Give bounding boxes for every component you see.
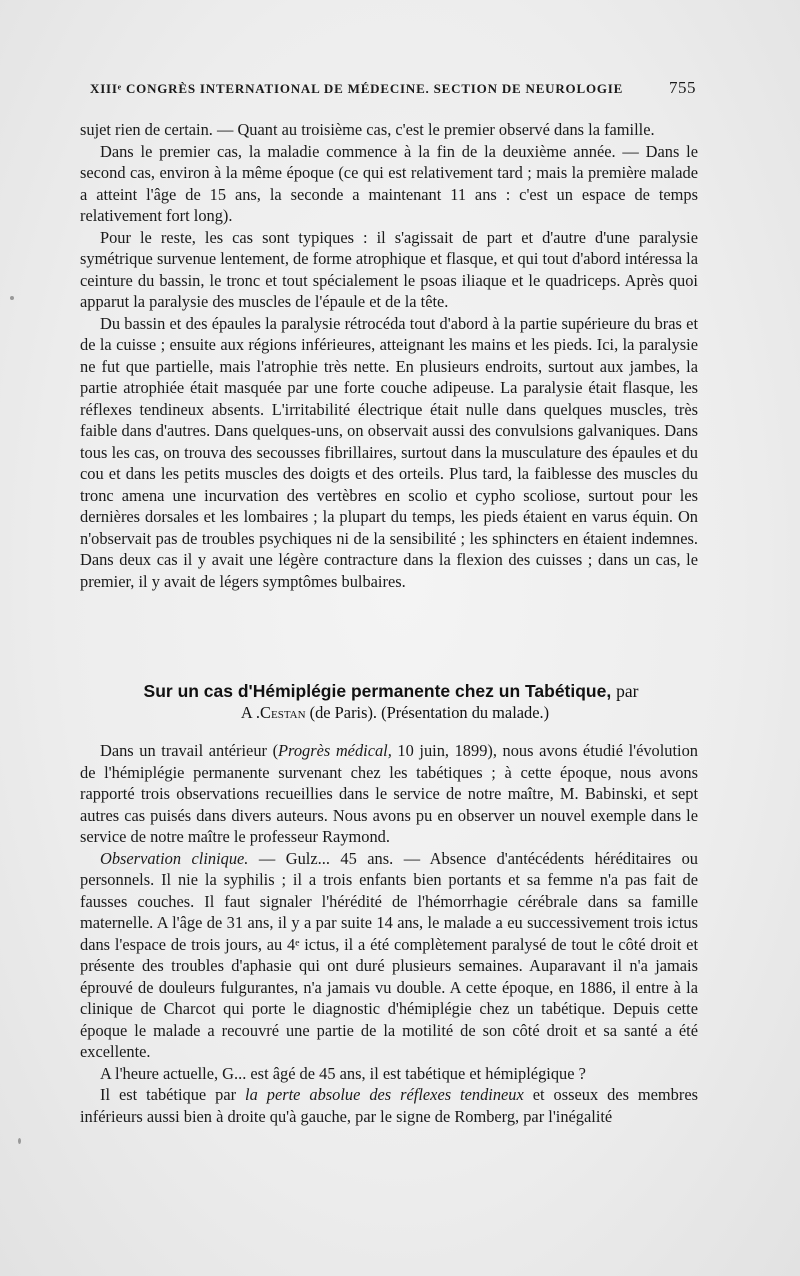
tabetic-emphasis: la perte absolue des réflexes tendineux [245, 1085, 524, 1104]
paragraph-regression: Du bassin et des épaules la paralysie rétrocéda tout d'abord à la partie supérieure du bras et de la cuisse ; ensuite aux régions inférieures, atteignant les mains et les pieds. Ici, la paralysie ne fut que partielle, mais l'atrophie très nette. En plusieurs endroits, surtout aux jambes, la partie atrophiée était masquée par une forte couche adipeuse. La paralysie était flasque, les réflexes tendineux absents. L'irritabilité électrique était nulle dans quelques muscles, très faible dans d'autres. Dans quelques-uns, on observait aussi des convulsions galvaniques. Dans tous les cas, on trouva des secousses fibrillaires, surtout dans la musculature des épaules et du cou et dans les petits muscles des doigts et des orteils. Plus tard, la faiblesse des muscles du tronc amena une incurvation des vertèbres en scolio et cypho scoliose, surtout pour les dernières dorsales et les lombaires ; la plupart du temps, les pieds étaient en varus équin. On n'observait pas de troubles psychiques ni de la sensibilité ; les sphincters en étaient indemnes. Dans deux cas il y avait une légère contracture dans la flexion des cuisses ; dans un cas, le premier, il y avait de légers symptômes bulbaires. [80, 313, 698, 591]
running-head [90, 78, 696, 104]
observation-label: Observation clinique. [100, 848, 249, 868]
journal-title: Progrès médical, [278, 741, 392, 760]
page-number: 755 [669, 78, 696, 97]
article-byline [84, 702, 698, 724]
paragraph-onset: Dans le premier cas, la maladie commence à la fin de la deuxième année. — Dans le second cas, environ à la même époque (ce qui est relativement tard ; mais la première malade a atteint l'âge de 15 ans, la seconde a maintenant 11 ans : c'est un espace de temps relativement fort long). [80, 141, 698, 225]
article-body [80, 740, 698, 1127]
paragraph-typical-cases: Pour le reste, les cas sont typiques : il s'agissait de part et d'autre d'une paralysie symétrique survenue lentement, de forme atrophique et flasque, et qui tout d'abord intéressa la ceinture du bassin, le tronc et tout spécialement le psoas iliaque et le quadriceps. Après quoi apparut la paralysie des muscles de l'épaule et de la tête. [80, 227, 698, 311]
continued-article-text [80, 119, 698, 592]
prior-work-text-start: Dans un travail antérieur ( [100, 741, 279, 760]
prior-work-text-end: 10 juin, 1899), nous avons étudié l'évolution de l'hémiplégie permanente survenant chez les tabétiques ; à cette époque, nous avons rapporté trois observations recueillies dans le service de notre maître, M. Babinski, et sept autres cas puisés dans divers auteurs. Nous avons pu en observer un nouvel exemple dans le service de notre maître le professeur Raymond. [80, 741, 698, 846]
author-initial: A . [240, 703, 261, 722]
article-title [84, 680, 698, 724]
scan-speck [10, 296, 14, 300]
paragraph-current-state: A l'heure actuelle, G... est âgé de 45 ans, il est tabétique et hémiplégique ? [100, 1063, 586, 1083]
author-name: Cestan [260, 703, 306, 722]
author-affiliation: (de Paris). (Présentation du malade.) [309, 703, 550, 722]
tabetic-text-end: et osseux des membres inférieurs aussi bien à droite qu'à gauche, par le signe de Romberg, par l'inégalité [80, 1085, 698, 1126]
paragraph-tabetic-signs [80, 1084, 698, 1127]
paragraph-prior-work [80, 740, 698, 848]
paragraph-clinical-observation [80, 848, 698, 1063]
article-title-par: par [616, 681, 639, 701]
scan-speck [18, 1138, 21, 1144]
observation-text: — Gulz... 45 ans. — Absence d'antécédents héréditaires ou personnels. Il nie la syphilis ; il a trois enfants bien portants et sa femme n'a pas fait de fausses couches. Il faut signaler l'hérédité de l'hémorrhagie cérébrale dans sa famille maternelle. A l'âge de 31 ans, il y a par suite 14 ans, le malade a eu successivement trois ictus dans l'espace de trois jours, au 4ᵉ ictus, il a été complètement paralysé de tout le côté droit et présente des troubles d'aphasie qui ont duré plusieurs semaines. Auparavant il n'a jamais éprouvé de douleurs fulgurantes, n'a jamais vu double. A cette époque, en 1886, il entre à la clinique de Charcot qui porte le diagnostic d'hémiplégie chez un tabétique. Depuis cette époque le malade a recouvré une partie de la motilité de son côté droit et sa santé a été excellente. [80, 848, 698, 1061]
paragraph-continuation: sujet rien de certain. — Quant au troisième cas, c'est le premier observé dans la famille. [80, 120, 655, 139]
article-title-main: Sur un cas d'Hémiplégie permanente chez un Tabétique, [143, 681, 612, 701]
tabetic-text-start: Il est tabétique par [100, 1085, 246, 1104]
running-head-title: XIIIᵉ CONGRÈS INTERNATIONAL DE MÉDECINE. SECTION DE NEUROLOGIE [90, 81, 624, 96]
